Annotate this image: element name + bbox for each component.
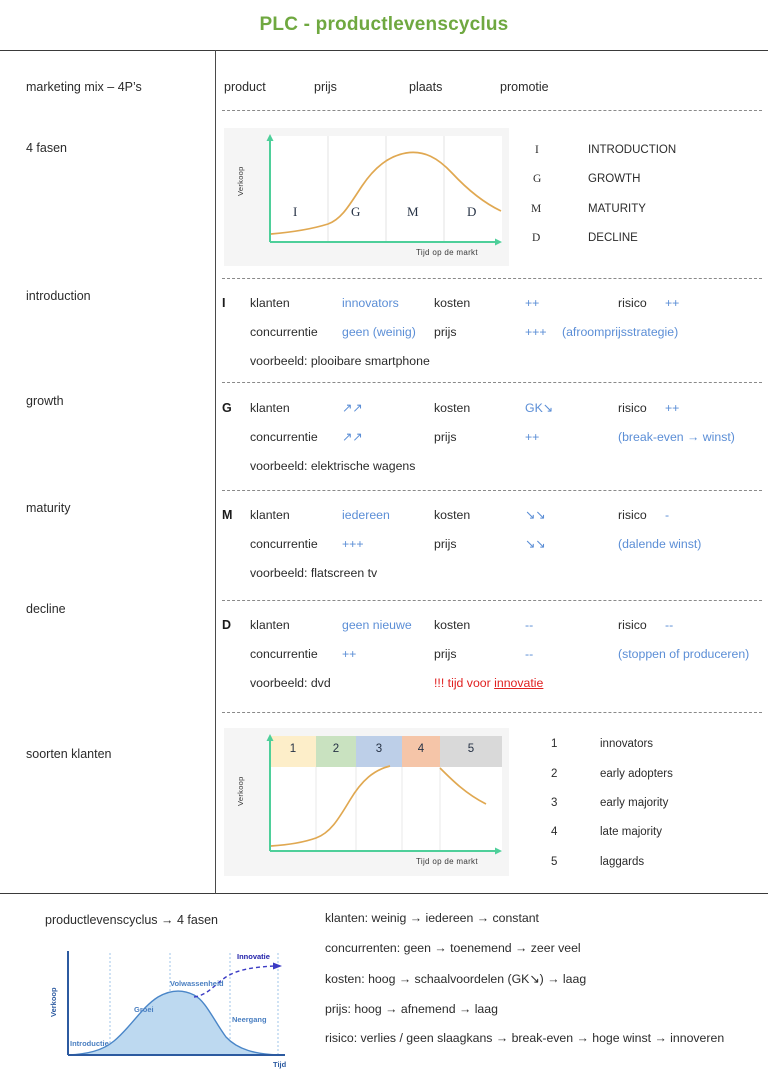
label-introductie: Introductie [70,1039,109,1048]
phase-legend-label-growth: GROWTH [588,173,641,185]
adopter-chart-x-label: Tijd op de markt [416,857,478,866]
phase-chart-band-D: D [467,204,477,219]
phase-i-line-2 [222,325,762,345]
phase-d-line-2 [222,647,762,667]
value-risico-i: ++ [665,296,680,310]
row-label-introduction: introduction [26,289,91,303]
note-strategy-i: (afroomprijsstrategie) [562,325,679,339]
phase-legend-key-D: D [532,232,541,244]
plc-summary-chart-svg [42,945,290,1070]
label-prijs-g: prijs [434,430,457,444]
label-innovatie: Innovatie [237,952,270,961]
note-strategy-d: (stoppen of produceren) [618,647,750,661]
phase-g-line-2 [222,430,762,450]
phase-chart-band-I: I [293,204,298,219]
value-concurrentie-g: ↗↗ [342,430,363,444]
label-prijs-m: prijs [434,537,457,551]
phase-g-line-1 [222,401,762,421]
adopter-legend-key-1: 1 [551,738,558,750]
adopter-chart [224,728,509,876]
bottom-section-title: productlevenscyclus → 4 fasen [45,913,219,927]
label-prijs-i: prijs [434,325,457,339]
value-concurrentie-m: +++ [342,537,364,551]
plc-summary-chart [42,945,290,1070]
phase-i-line-3 [222,354,762,374]
adopter-band-label-2: 2 [332,743,340,755]
label-neergang: Neergang [232,1015,267,1024]
value-prijs-d: -- [525,647,534,661]
adopter-legend-key-3: 3 [551,797,558,809]
row-label-four-phases: 4 fasen [26,141,68,155]
label-klanten-m: klanten [250,508,290,522]
label-concurrentie-d: concurrentie [250,647,318,661]
phase-m-line-3 [222,566,762,586]
adopter-legend-label-5: laggards [600,856,645,868]
summary-bullet-klanten: klanten: weinig → iedereen → constant [325,911,539,925]
value-risico-m: - [665,508,670,522]
label-klanten-d: klanten [250,618,290,632]
plc-phase-chart [224,128,509,266]
adopter-legend-label-4: late majority [600,826,662,838]
adopter-band-label-3: 3 [375,743,383,755]
phase-chart-band-G: G [351,204,361,219]
value-klanten-g: ↗↗ [342,401,363,415]
adopter-legend-label-3: early majority [600,797,669,809]
label-klanten-i: klanten [250,296,290,310]
phase-letter-G: G [222,401,232,415]
label-kosten-d: kosten [434,618,471,632]
adopter-band-label-4: 4 [417,743,425,755]
label-volwassenheid: Volwassenheid [170,979,224,988]
phase-d-line-3 [222,676,762,696]
row-separator-2 [222,278,762,279]
label-risico-g: risico [618,401,647,415]
adopter-legend-key-5: 5 [551,856,558,868]
row-label-growth: growth [26,394,64,408]
phase-m-line-2 [222,537,762,557]
phase-letter-D: D [222,618,232,632]
summary-bullet-kosten: kosten: hoog → schaalvoordelen (GK↘) → laag [325,972,587,986]
label-risico-m: risico [618,508,647,522]
row-separator-4 [222,490,762,491]
phase-legend-key-G: G [533,173,542,185]
label-concurrentie-g: concurrentie [250,430,318,444]
example-introduction: voorbeeld: plooibare smartphone [250,354,430,368]
value-klanten-i: innovators [342,296,399,310]
row-separator-6 [222,712,762,713]
phase-d-line-1 [222,618,762,638]
adopter-band-label-5: 5 [467,743,475,755]
row-label-marketing-mix: marketing mix – 4P’s [26,80,142,94]
label-kosten-i: kosten [434,296,471,310]
phase-g-line-3 [222,459,762,479]
table-column-divider [215,50,216,894]
value-kosten-i: ++ [525,296,540,310]
value-prijs-m: ↘↘ [525,537,546,551]
phase-i-line-1 [222,296,762,316]
phase-m-line-1 [222,508,762,528]
adopter-band-label-1: 1 [289,743,297,755]
label-groei: Groei [134,1005,154,1014]
page-title: PLC - productlevenscyclus [259,14,509,35]
value-klanten-m: iedereen [342,508,390,522]
p-cell-plaats: plaats [409,80,443,94]
phase-letter-I: I [222,296,226,310]
value-kosten-m: ↘↘ [525,508,546,522]
phase-legend-key-M: M [531,203,542,215]
note-profit-g: (break-even → winst) [618,430,735,444]
adopter-legend-label-1: innovators [600,738,654,750]
row-label-customer-types: soorten klanten [26,747,112,761]
value-kosten-g: GK↘ [525,401,554,415]
example-growth: voorbeeld: elektrische wagens [250,459,416,473]
row-separator-1 [222,110,762,111]
phase-chart-y-label: Verkoop [236,166,245,196]
summary-bullet-concurrenten: concurrenten: geen → toenemend → zeer veel [325,941,581,955]
adopter-legend-key-4: 4 [551,826,558,838]
label-risico-d: risico [618,618,647,632]
value-concurrentie-i: geen (weinig) [342,325,416,339]
summary-bullet-risico: risico: verlies / geen slaagkans → break-even → hoge winst → innoveren [325,1031,725,1045]
phase-legend-label-introduction: INTRODUCTION [588,144,677,156]
example-decline: voorbeeld: dvd [250,676,331,690]
phase-legend-key-I: I [535,144,539,156]
adopter-legend-label-2: early adopters [600,768,673,780]
adopter-legend-key-2: 2 [551,768,558,780]
value-risico-d: -- [665,618,674,632]
innovation-warning [434,676,543,690]
label-concurrentie-i: concurrentie [250,325,318,339]
adopter-chart-y-label: Verkoop [236,776,245,806]
row-separator-3 [222,382,762,383]
summary-bullet-prijs: prijs: hoog → afnemend → laag [325,1002,498,1016]
phase-chart-band-M: M [407,204,419,219]
p-cell-promotie: promotie [500,80,549,94]
label-klanten-g: klanten [250,401,290,415]
plc-phase-chart-svg [224,128,509,266]
label-tijd: Tijd [273,1060,287,1069]
value-concurrentie-d: ++ [342,647,357,661]
label-kosten-m: kosten [434,508,471,522]
row-label-maturity: maturity [26,501,71,515]
phase-chart-x-label: Tijd op de markt [416,248,478,257]
note-profit-m: (dalende winst) [618,537,702,551]
innovation-warning-prefix: !!! tijd voor [434,676,495,690]
innovation-warning-link[interactable]: innovatie [494,676,544,690]
value-risico-g: ++ [665,401,680,415]
label-concurrentie-m: concurrentie [250,537,318,551]
value-prijs-g: ++ [525,430,540,444]
value-prijs-i: +++ [525,325,547,339]
phase-letter-M: M [222,508,233,522]
example-maturity: voorbeeld: flatscreen tv [250,566,378,580]
p-cell-product: product [224,80,266,94]
label-verkoop-bottom: Verkoop [49,987,58,1017]
row-separator-5 [222,600,762,601]
phase-legend-label-maturity: MATURITY [588,203,646,215]
label-kosten-g: kosten [434,401,471,415]
label-risico-i: risico [618,296,647,310]
value-klanten-d: geen nieuwe [342,618,412,632]
label-prijs-d: prijs [434,647,457,661]
p-cell-prijs: prijs [314,80,337,94]
value-kosten-d: -- [525,618,534,632]
phase-legend-label-decline: DECLINE [588,232,638,244]
row-label-decline: decline [26,602,66,616]
